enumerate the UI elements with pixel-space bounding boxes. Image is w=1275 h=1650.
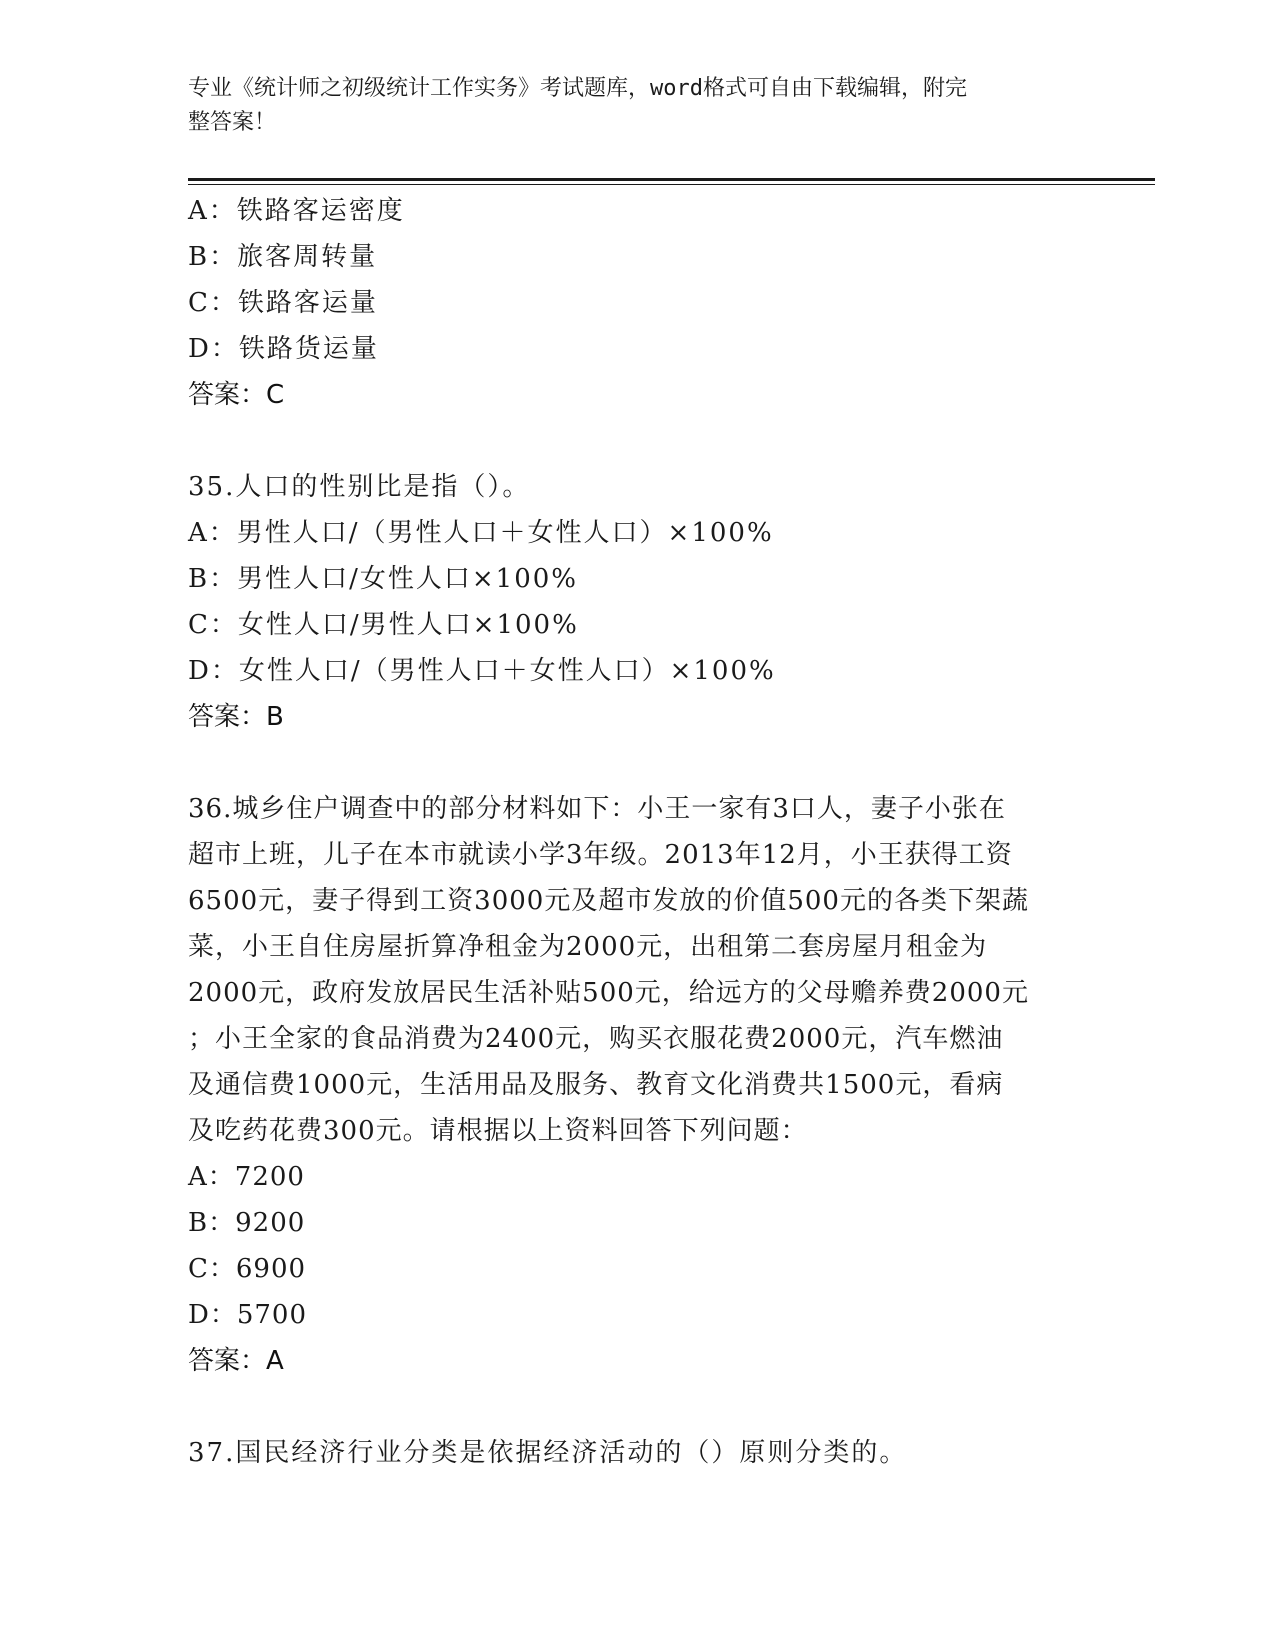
question-37 — [188, 1430, 1088, 1476]
answer-line: 答案：A — [188, 1346, 284, 1376]
option-b: B：旅客周转量 — [188, 242, 378, 272]
spacer — [188, 740, 1088, 786]
option-a: A：7200 — [188, 1162, 305, 1192]
question-36 — [188, 786, 1088, 1384]
question-text: 37.国民经济行业分类是依据经济活动的（）原则分类的。 — [188, 1438, 908, 1468]
option-c: C：铁路客运量 — [188, 288, 378, 318]
option-a: A：男性人口/（男性人口＋女性人口）×100% — [188, 518, 774, 548]
option-c: C：6900 — [188, 1254, 307, 1284]
option-d: D：铁路货运量 — [188, 334, 379, 364]
question-text-line-5: 2000元，政府发放居民生活补贴500元，给远方的父母赡养费2000元 — [188, 978, 1029, 1008]
spacer — [188, 418, 1088, 464]
question-text-line-4: 菜，小王自住房屋折算净租金为2000元，出租第二套房屋月租金为 — [188, 932, 988, 962]
spacer — [188, 1384, 1088, 1430]
question-text-line-2: 超市上班，儿子在本市就读小学3年级。2013年12月，小王获得工资 — [188, 840, 1013, 870]
header-divider-thin — [188, 184, 1155, 185]
header-divider-thick — [188, 178, 1155, 181]
answer-line: 答案：C — [188, 380, 285, 410]
header-line-2: 整答案！ — [188, 110, 277, 135]
document-body — [188, 188, 1088, 1476]
option-c: C：女性人口/男性人口×100% — [188, 610, 579, 640]
question-text-line-6: ；小王全家的食品消费为2400元，购买衣服花费2000元，汽车燃油 — [188, 1024, 1004, 1054]
question-35 — [188, 464, 1088, 740]
option-b: B：9200 — [188, 1208, 306, 1238]
option-a: A：铁路客运密度 — [188, 196, 405, 226]
document-header — [188, 72, 1068, 140]
option-d: D：女性人口/（男性人口＋女性人口）×100% — [188, 656, 776, 686]
question-text-line-1: 36.城乡住户调查中的部分材料如下：小王一家有3口人，妻子小张在 — [188, 794, 1006, 824]
question-text-line-8: 及吃药花费300元。请根据以上资料回答下列问题： — [188, 1116, 808, 1146]
answer-line: 答案：B — [188, 702, 284, 732]
question-34 — [188, 188, 1088, 418]
question-text-line-7: 及通信费1000元，生活用品及服务、教育文化消费共1500元，看病 — [188, 1070, 1004, 1100]
option-d: D：5700 — [188, 1300, 308, 1330]
question-text-line-3: 6500元，妻子得到工资3000元及超市发放的价值500元的各类下架蔬 — [188, 886, 1029, 916]
header-line-1: 专业《统计师之初级统计工作实务》考试题库，word格式可自由下载编辑，附完 — [188, 76, 967, 101]
option-b: B：男性人口/女性人口×100% — [188, 564, 578, 594]
question-text: 35.人口的性别比是指（）。 — [188, 472, 531, 502]
